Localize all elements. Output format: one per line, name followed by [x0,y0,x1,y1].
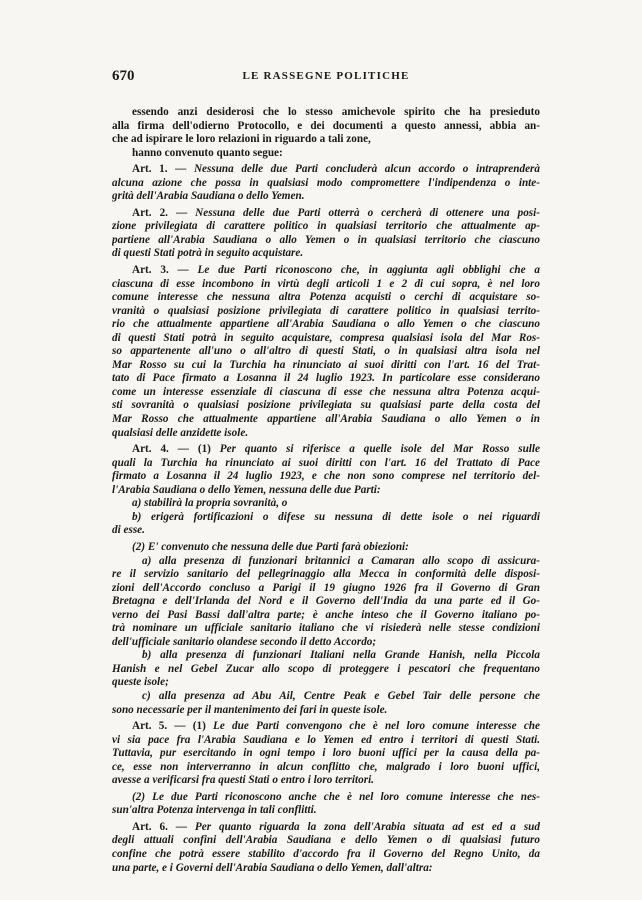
text-line: re il servizio sanitario del pellegrinaggio alla Mecca in conformità delle disposi- [112,568,540,581]
text-line: Art. 5. — (1) Le due Parti convengono che è nel loro comune interesse che [132,720,540,733]
text-line: qualsiasi delle anzidette isole. [112,426,249,439]
text-line: ciascuna di esse incombono in virtù degli articoli 1 e 2 di cui sopra, è nel loro [112,277,540,290]
text-line: verno dei Pasi Bassi dall'altra parte; è anche inteso che il Governo italiano po- [112,608,540,621]
text-line: quali la Turchia ha rinunciato ai suoi diritti con l'art. 16 del Trattato di Pace [112,456,540,469]
text-line: Mar Rosso che attualmente appartiene all'Arabia Saudiana o allo Yemen o in [112,413,540,426]
text-line: ce, esse non interverranno in alcun conflitto che, malgrado i loro buoni uffici, [112,760,540,773]
body-text [112,106,540,875]
text-line: l'Arabia Saudiana o dello Yemen, nessuna delle due Parti: [112,483,381,496]
text-line: confine che potrà essere stabilito d'accordo fra il Governo del Regno Unito, da [112,847,540,860]
text-line: Mar Rosso su cui la Turchia ha rinunciato ai suoi diritti con l'art. 16 del Trat- [112,358,540,371]
text-line: a) stabilirà la propria sovranità, o [132,497,288,510]
text-line: a) alla presenza di funzionari britannici a Camaran allo scopo di assicura- [142,554,540,567]
text-line: so appartenente all'uno o all'altro di questi Stati, o in qualsiasi altra isola nel [112,345,540,358]
text-line: b) erigerà fortificazioni o difese su nessuna di dette isole o nei riguardi [132,510,540,523]
text-line: b) alla presenza di funzionari Italiani nella Grande Hanish, nella Piccola [142,649,540,662]
text-line: (2) Le due Parti riconoscono anche che è nel loro comune interesse che nes- [132,790,540,803]
text-line: Art. 4. — (1) Per quanto si riferisce a quelle isole del Mar Rosso sulle [132,443,540,456]
text-line: Art. 1. — Nessuna delle due Parti concluderà alcun accordo o intraprenderà [132,163,540,176]
text-line: degli attuali confini dell'Arabia Saudiana e dello Yemen o di qualsiasi futuro [112,834,540,847]
text-line: Art. 6. — Per quanto riguarda la zona dell'Arabia situata ad est ed a sud [132,820,540,833]
running-title: LE RASSEGNE POLITICHE [242,70,410,82]
text-line: Art. 3. — Le due Parti riconoscono che, in aggiunta agli obblighi che a [132,264,540,277]
text-line: essendo anzi desiderosi che lo stesso amichevole spirito che ha presieduto [132,106,540,118]
text-line: di esse. [112,524,145,537]
text-line: alcuna azione che possa in qualsiasi modo compromettere l'indipendenza o inte- [112,176,540,189]
page-number: 670 [112,68,135,84]
text-line: vi sia pace fra l'Arabia Saudiana e lo Yemen ed entro i territori di questi Stati. [112,733,540,746]
text-line: (2) E' convenuto che nessuna delle due Parti farà obiezioni: [132,540,409,553]
text-line: hanno convenuto quanto segue: [132,146,283,159]
text-line: alla firma dell'odierno Protocollo, e dei documenti a questo annessi, abbia an- [112,119,540,132]
text-line: sun'altra Potenza intervenga in tali conflitti. [112,804,317,817]
text-line: trà nominare un ufficiale sanitario italiano che vi risiederà nelle stesse condizioni [112,622,540,635]
text-line: rio che attualmente appartiene all'Arabia Saudiana o allo Yemen o che ciascuno [112,318,540,331]
text-line: partiene all'Arabia Saudiana o allo Yemen o in qualsiasi territorio che ciascuno [112,233,540,246]
text-line: zioni dell'Accordo concluso a Parigi il 19 giugno 1926 fra il Governo di Gran [112,581,540,594]
text-line: Hanish e nel Gebel Zucar allo scopo di proteggere i pescatori che frequentano [112,662,540,675]
text-line: zione privilegiata di carattere politico in qualsiasi territorio che attualmente ap- [112,220,540,233]
text-line: come un interesse essenziale di ciascuna di esse che nessuna altra Potenza acqui- [112,385,540,398]
text-line: c) alla presenza ad Abu Ail, Centre Peak e Gebel Tair delle persone che [142,689,540,702]
text-line: queste isole; [112,676,169,689]
text-line: comune interesse che nessuna altra Potenza acquisti o cerchi di acquistare so- [112,291,540,304]
text-line: tato di Pace firmato a Losanna il 24 luglio 1923. In particolare esse considerano [112,372,540,385]
page-header [112,68,540,88]
text-line: Tuttavia, pur esercitando in ogni tempo i loro buoni uffici per la causa della pa- [112,747,540,760]
text-line: avesse a verificarsi fra questi Stati o entro i loro territori. [112,774,374,787]
text-line: vranità o qualsiasi posizione privilegiata di carattere politico in qualsiasi territo- [112,304,540,317]
text-line: Bretagna e dell'Irlanda del Nord e il Governo dell'India da una parte ed il Go- [112,595,540,608]
text-line: Art. 2. — Nessuna delle due Parti otterrà o cercherà di ottenere una posi- [132,206,540,219]
text-line: di questi Stati potrà in seguito acquistare. [112,247,304,260]
text-line: sti sovranità o qualsiasi posizione privilegiata su qualsiasi parte della costa del [112,399,540,412]
text-line: grità dell'Arabia Saudiana o dello Yemen. [112,190,305,203]
text-line: di questi Stati potrà in seguito acquistare, compresa qualsiasi isola del Mar Ros- [112,331,540,344]
text-line: dell'ufficiale sanitario olandese secondo il detto Accordo; [112,635,377,648]
text-line: firmato a Losanna il 24 luglio 1923, e che non sono comprese nel territorio del- [112,470,540,483]
text-line: che ad ispirare le loro relazioni in riguardo a tali zone, [112,133,371,146]
text-line: una parte, e i Governi dell'Arabia Saudiana o dello Yemen, dall'altra: [112,861,433,874]
text-line: sono necessarie per il mantenimento dei fari in queste isole. [112,703,388,716]
